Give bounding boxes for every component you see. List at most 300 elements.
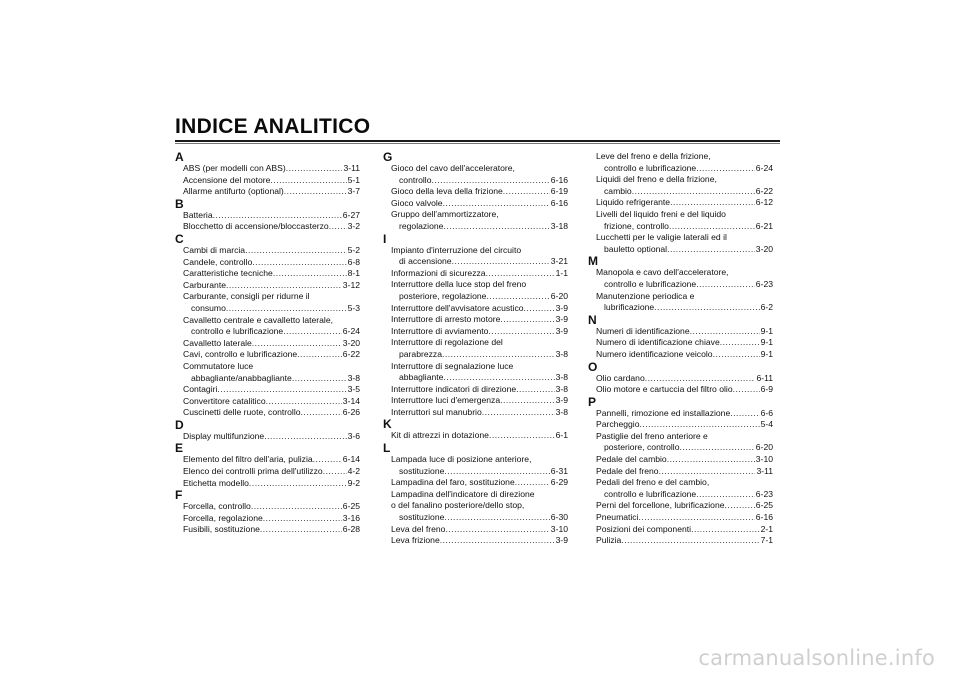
entry-page-number: 6-16 — [550, 174, 568, 185]
index-entry — [175, 501, 360, 513]
index-entry — [175, 478, 360, 490]
leader-dots — [251, 501, 342, 513]
index-entry — [588, 163, 773, 175]
leader-dots — [226, 280, 342, 292]
entry-label: Display multifunzione — [183, 430, 265, 441]
entry-label: Pulizia — [596, 535, 622, 546]
entry-page-number: 5-1 — [347, 174, 360, 185]
section-letter: P — [588, 394, 597, 409]
index-entry — [175, 407, 360, 419]
entry-page-number: 6-30 — [550, 512, 568, 523]
entry-label: Etichetta modello — [183, 477, 249, 488]
entry-label: Lampadina del faro, sostituzione — [391, 477, 515, 488]
index-entry — [175, 431, 360, 443]
index-entry — [175, 466, 360, 478]
index-column-3 — [588, 151, 773, 547]
leader-dots — [440, 535, 555, 547]
index-entry — [588, 197, 773, 209]
leader-dots — [245, 245, 346, 257]
entry-label: Contagiri — [183, 384, 218, 395]
index-entry-line: Lucchetti per le valigie laterali ed il — [596, 232, 727, 243]
entry-label: frizione, controllo — [604, 220, 669, 231]
entry-label: Interruttore indicatori di direzione — [391, 383, 517, 394]
leader-dots — [445, 524, 549, 536]
entry-page-number: 6-28 — [342, 524, 360, 535]
leader-dots — [443, 198, 550, 210]
index-entry — [383, 314, 568, 326]
watermark: carmanualsonline.info — [698, 646, 935, 670]
entry-page-number: 5-4 — [760, 419, 773, 430]
leader-dots — [645, 373, 756, 385]
index-entry — [383, 303, 568, 315]
leader-dots — [659, 466, 756, 478]
section-letter: G — [383, 150, 393, 164]
entry-label: posteriore, regolazione — [399, 290, 487, 301]
entry-label: Informazioni di sicurezza — [391, 267, 486, 278]
entry-page-number: 6-23 — [755, 278, 773, 289]
index-entry — [175, 373, 360, 385]
entry-page-number: 7-1 — [760, 535, 773, 546]
leader-dots — [696, 489, 755, 501]
index-entry-line: Interruttore della luce stop del freno — [391, 279, 527, 290]
entry-page-number: 6-25 — [342, 501, 360, 512]
entry-page-number: 6-16 — [550, 197, 568, 208]
index-entry — [175, 163, 360, 175]
entry-label: cambio — [604, 185, 632, 196]
entry-page-number: 3-8 — [555, 348, 568, 359]
leader-dots — [733, 384, 760, 396]
index-entry — [383, 186, 568, 198]
entry-page-number: 6-23 — [755, 488, 773, 499]
index-entry — [175, 257, 360, 269]
entry-label: Candele, controllo — [183, 256, 253, 267]
index-entry — [383, 477, 568, 489]
entry-label: Pannelli, rimozione ed installazione — [596, 407, 731, 418]
entry-label: Forcella, controllo — [183, 501, 251, 512]
entry-page-number: 1-1 — [555, 267, 568, 278]
index-entry — [588, 326, 773, 338]
entry-label: Elemento del filtro dell'aria, pulizia — [183, 454, 313, 465]
index-entry-line: Commutatore luce — [183, 360, 254, 371]
leader-dots — [249, 478, 347, 490]
index-column-1 — [175, 151, 360, 536]
entry-page-number: 3-8 — [555, 406, 568, 417]
entry-label: Interruttore luci d'emergenza — [391, 395, 501, 406]
index-entry — [588, 466, 773, 478]
entry-label: abbagliante — [399, 372, 444, 383]
entry-label: sostituzione — [399, 465, 445, 476]
title-rule — [175, 140, 780, 142]
leader-dots — [500, 314, 554, 326]
section-letter: L — [383, 441, 391, 456]
index-entry — [383, 395, 568, 407]
index-entry-line: Lampada luce di posizione anteriore, — [391, 454, 532, 465]
entry-page-number: 6-16 — [755, 512, 773, 523]
entry-label: Pedale del freno — [596, 465, 659, 476]
index-entry-line: Cavalletto centrale e cavalletto laterale, — [183, 314, 333, 325]
entry-page-number: 3-8 — [555, 372, 568, 383]
index-entry-line: Liquidi del freno e della frizione, — [596, 174, 717, 185]
entry-page-number: 6-2 — [760, 302, 773, 313]
leader-dots — [654, 302, 759, 314]
entry-label: bauletto optional — [604, 243, 668, 254]
index-entry — [383, 407, 568, 419]
index-entry — [588, 302, 773, 314]
leader-dots — [323, 466, 347, 478]
index-entry — [175, 326, 360, 338]
entry-page-number: 6-19 — [550, 186, 568, 197]
index-entry — [383, 175, 568, 187]
entry-label: Pneumatici — [596, 512, 639, 523]
index-column-2 — [383, 151, 568, 547]
entry-page-number: 3-8 — [555, 383, 568, 394]
entry-label: Liquido refrigerante — [596, 197, 671, 208]
entry-page-number: 6-1 — [555, 430, 568, 441]
entry-page-number: 4-2 — [347, 466, 360, 477]
entry-page-number: 9-1 — [760, 348, 773, 359]
leader-dots — [691, 524, 760, 536]
entry-page-number: 6-31 — [550, 465, 568, 476]
leader-dots — [286, 163, 343, 175]
entry-page-number: 2-1 — [760, 523, 773, 534]
leader-dots — [669, 221, 755, 233]
entry-label: regolazione — [399, 220, 444, 231]
index-entry — [588, 419, 773, 431]
entry-label: Cambi di marcia — [183, 244, 246, 255]
leader-dots — [297, 349, 342, 361]
index-entry — [588, 524, 773, 536]
entry-label: Carburante — [183, 279, 226, 290]
leader-dots — [730, 408, 759, 420]
index-entry-line: Livelli del liquido freni e del liquido — [596, 208, 726, 219]
entry-label: Elenco dei controlli prima dell'utilizzo — [183, 466, 323, 477]
section-letter: C — [175, 231, 184, 246]
entry-page-number: 3-8 — [347, 372, 360, 383]
index-entry — [588, 373, 773, 385]
entry-page-number: 9-1 — [760, 337, 773, 348]
leader-dots — [500, 395, 554, 407]
leader-dots — [442, 349, 555, 361]
leader-dots — [670, 197, 755, 209]
entry-label: Numero di identificazione chiave — [596, 337, 720, 348]
leader-dots — [431, 175, 549, 187]
index-entry — [588, 442, 773, 454]
section-letter: I — [383, 231, 387, 246]
entry-label: Olio cardano — [596, 372, 645, 383]
entry-label: Blocchetto di accensione/bloccasterzo — [183, 221, 329, 232]
entry-label: Batteria — [183, 209, 213, 220]
leader-dots — [725, 500, 755, 512]
entry-label: controllo — [399, 174, 432, 185]
index-entry — [175, 384, 360, 396]
entry-label: Cavi, controllo e lubrificazione — [183, 349, 298, 360]
index-entry — [383, 430, 568, 442]
leader-dots — [217, 384, 346, 396]
leader-dots — [524, 303, 555, 315]
index-entry — [383, 466, 568, 478]
index-entry — [383, 524, 568, 536]
entry-page-number: 5-2 — [347, 244, 360, 255]
index-entry — [588, 408, 773, 420]
entry-page-number: 6-24 — [342, 326, 360, 337]
entry-label: Interruttore di avviamento — [391, 325, 489, 336]
leader-dots — [273, 268, 347, 280]
entry-label: Interruttore dell'avvisatore acustico — [391, 302, 524, 313]
entry-page-number: 3-16 — [342, 512, 360, 523]
entry-page-number: 3-9 — [555, 302, 568, 313]
entry-page-number: 6-12 — [755, 197, 773, 208]
leader-dots — [452, 256, 550, 268]
leader-dots — [443, 372, 554, 384]
index-entry-line: Lampadina dell'indicatore di direzione — [391, 488, 535, 499]
entry-label: consumo — [191, 302, 226, 313]
leader-dots — [313, 454, 342, 466]
leader-dots — [516, 384, 554, 396]
entry-label: controllo e lubrificazione — [604, 278, 697, 289]
index-entry-line: Manutenzione periodica e — [596, 290, 695, 301]
entry-page-number: 3-10 — [550, 523, 568, 534]
leader-dots — [632, 186, 755, 198]
entry-label: Leva del freno — [391, 523, 446, 534]
leader-dots — [443, 221, 549, 233]
leader-dots — [503, 186, 550, 198]
leader-dots — [482, 407, 555, 419]
leader-dots — [690, 326, 760, 338]
leader-dots — [444, 466, 549, 478]
leader-dots — [696, 279, 755, 291]
index-entry — [588, 279, 773, 291]
index-entry — [383, 198, 568, 210]
entry-page-number: 6-21 — [755, 220, 773, 231]
leader-dots — [713, 349, 760, 361]
entry-label: ABS (per modelli con ABS) — [183, 163, 286, 173]
entry-label: Perni del forcellone, lubrificazione — [596, 500, 725, 511]
entry-page-number: 6-6 — [760, 407, 773, 418]
title-rule-thin — [175, 143, 780, 144]
leader-dots — [213, 210, 342, 222]
entry-page-number: 6-25 — [755, 500, 773, 511]
entry-label: Posizioni dei componenti — [596, 523, 692, 534]
index-entry — [383, 326, 568, 338]
entry-page-number: 3-9 — [555, 395, 568, 406]
section-letter: B — [175, 196, 184, 211]
entry-label: Accensione del motore — [183, 174, 271, 185]
index-entry-line: Pedali del freno e del cambio, — [596, 477, 710, 488]
leader-dots — [329, 221, 347, 233]
entry-page-number: 6-11 — [756, 372, 773, 383]
index-entry — [175, 513, 360, 525]
index-entry — [383, 221, 568, 233]
section-letter: N — [588, 312, 597, 327]
index-entry — [383, 384, 568, 396]
index-entry-line: o del fanalino posteriore/dello stop, — [391, 500, 525, 511]
index-entry — [175, 349, 360, 361]
index-entry — [383, 256, 568, 268]
entry-page-number: 3-18 — [550, 220, 568, 231]
leader-dots — [720, 337, 760, 349]
entry-page-number: 6-8 — [347, 256, 360, 267]
index-entry — [175, 210, 360, 222]
entry-label: Leva frizione — [391, 535, 440, 546]
entry-label: Interruttore di arresto motore — [391, 314, 501, 325]
index-entry — [588, 244, 773, 256]
entry-page-number: 9-2 — [347, 477, 360, 488]
entry-label: controllo e lubrificazione — [604, 162, 697, 173]
leader-dots — [252, 338, 342, 350]
index-entry — [175, 338, 360, 350]
leader-dots — [679, 442, 754, 454]
entry-label: Numeri di identificazione — [596, 325, 690, 336]
index-entry-line: Pastiglie del freno anteriore e — [596, 430, 708, 441]
entry-label: Cavalletto laterale — [183, 337, 252, 348]
index-entry-line: Impianto d'interruzione del circuito — [391, 244, 522, 255]
index-entry — [588, 384, 773, 396]
entry-label: controllo e lubrificazione — [191, 326, 284, 337]
entry-page-number: 3-11 — [343, 163, 360, 173]
entry-page-number: 3-2 — [347, 221, 360, 232]
leader-dots — [264, 431, 346, 443]
entry-label: Numero identificazione veicolo — [596, 348, 713, 359]
entry-label: Gioco valvole — [391, 197, 443, 208]
entry-page-number: 3-9 — [555, 314, 568, 325]
entry-page-number: 3-20 — [755, 243, 773, 254]
entry-label: lubrificazione — [604, 302, 655, 313]
entry-page-number: 5-3 — [347, 302, 360, 313]
entry-page-number: 3-14 — [342, 395, 360, 406]
leader-dots — [696, 163, 755, 175]
index-entry — [175, 396, 360, 408]
entry-label: Convertitore catalitico — [183, 395, 266, 406]
entry-page-number: 8-1 — [347, 268, 360, 279]
entry-label: Forcella, regolazione — [183, 512, 263, 523]
entry-page-number: 6-22 — [342, 349, 360, 360]
entry-page-number: 3-5 — [347, 384, 360, 395]
index-entry — [383, 349, 568, 361]
leader-dots — [486, 291, 549, 303]
index-entry — [588, 512, 773, 524]
section-letter: K — [383, 417, 392, 432]
entry-label: sostituzione — [399, 512, 445, 523]
section-letter: A — [175, 150, 184, 164]
leader-dots — [266, 396, 342, 408]
entry-page-number: 3-6 — [347, 430, 360, 441]
section-letter: F — [175, 488, 183, 503]
leader-dots — [486, 268, 555, 280]
leader-dots — [667, 454, 755, 466]
leader-dots — [489, 430, 555, 442]
entry-page-number: 3-9 — [555, 535, 568, 546]
leader-dots — [621, 535, 759, 547]
page-title: INDICE ANALITICO — [175, 115, 371, 138]
index-entry — [588, 489, 773, 501]
entry-page-number: 6-24 — [755, 162, 773, 173]
index-entry — [588, 337, 773, 349]
leader-dots — [284, 186, 347, 198]
leader-dots — [301, 407, 342, 419]
index-entry — [175, 221, 360, 233]
entry-page-number: 6-26 — [342, 407, 360, 418]
entry-label: parabrezza — [399, 348, 442, 359]
index-entry — [383, 291, 568, 303]
index-entry-line: Interruttore di segnalazione luce — [391, 360, 514, 371]
index-entry — [383, 512, 568, 524]
leader-dots — [488, 326, 554, 338]
index-entry-line: Gioco del cavo dell'acceleratore, — [391, 163, 515, 173]
index-entry — [383, 372, 568, 384]
entry-label: controllo e lubrificazione — [604, 488, 697, 499]
index-entry — [175, 524, 360, 536]
index-entry — [175, 454, 360, 466]
leader-dots — [639, 419, 759, 431]
index-entry — [588, 454, 773, 466]
index-entry — [175, 303, 360, 315]
section-letter: D — [175, 417, 184, 432]
index-entry — [588, 186, 773, 198]
leader-dots — [515, 477, 550, 489]
section-letter: E — [175, 441, 184, 456]
entry-label: Olio motore e cartuccia del filtro olio — [596, 384, 733, 395]
entry-label: Cuscinetti delle ruote, controllo — [183, 407, 301, 418]
index-entry-line: Leve del freno e della frizione, — [596, 151, 711, 161]
entry-page-number: 6-27 — [342, 209, 360, 220]
entry-page-number: 3-20 — [342, 337, 360, 348]
entry-page-number: 6-20 — [755, 442, 773, 453]
leader-dots — [639, 512, 755, 524]
leader-dots — [252, 257, 346, 269]
entry-label: di accensione — [399, 256, 452, 267]
entry-page-number: 9-1 — [760, 325, 773, 336]
entry-page-number: 3-12 — [342, 279, 360, 290]
entry-label: Pedale del cambio — [596, 454, 667, 465]
entry-page-number: 6-9 — [760, 384, 773, 395]
entry-page-number: 6-20 — [550, 290, 568, 301]
entry-label: Allarme antifurto (optional) — [183, 186, 284, 197]
index-entry — [588, 221, 773, 233]
entry-page-number: 6-29 — [550, 477, 568, 488]
index-entry — [383, 535, 568, 547]
entry-label: Fusibili, sostituzione — [183, 524, 260, 535]
index-entry — [588, 535, 773, 547]
leader-dots — [667, 244, 755, 256]
entry-page-number: 3-7 — [347, 186, 360, 197]
leader-dots — [444, 512, 549, 524]
leader-dots — [292, 373, 347, 385]
entry-label: Caratteristiche tecniche — [183, 268, 273, 279]
entry-label: Kit di attrezzi in dotazione — [391, 430, 489, 441]
entry-page-number: 6-22 — [755, 185, 773, 196]
leader-dots — [270, 175, 346, 187]
entry-label: posteriore, controllo — [604, 442, 680, 453]
index-entry-line: Manopola e cavo dell'acceleratore, — [596, 267, 729, 278]
section-letter: M — [588, 254, 598, 269]
entry-label: Interruttori sul manubrio — [391, 406, 482, 417]
leader-dots — [226, 303, 347, 315]
index-entry — [175, 280, 360, 292]
index-entry-line: Interruttore di regolazione del — [391, 337, 503, 348]
entry-page-number: 3-11 — [756, 465, 773, 476]
entry-page-number: 3-9 — [555, 325, 568, 336]
leader-dots — [283, 326, 342, 338]
index-entry — [588, 500, 773, 512]
index-entry-line: Carburante, consigli per ridurne il — [183, 291, 310, 302]
index-entry — [588, 349, 773, 361]
entry-label: abbagliante/anabbagliante — [191, 372, 292, 383]
leader-dots — [260, 524, 342, 536]
entry-label: Gioco della leva della frizione — [391, 186, 503, 197]
index-entry — [383, 268, 568, 280]
section-letter: O — [588, 359, 598, 374]
entry-page-number: 3-10 — [755, 454, 773, 465]
